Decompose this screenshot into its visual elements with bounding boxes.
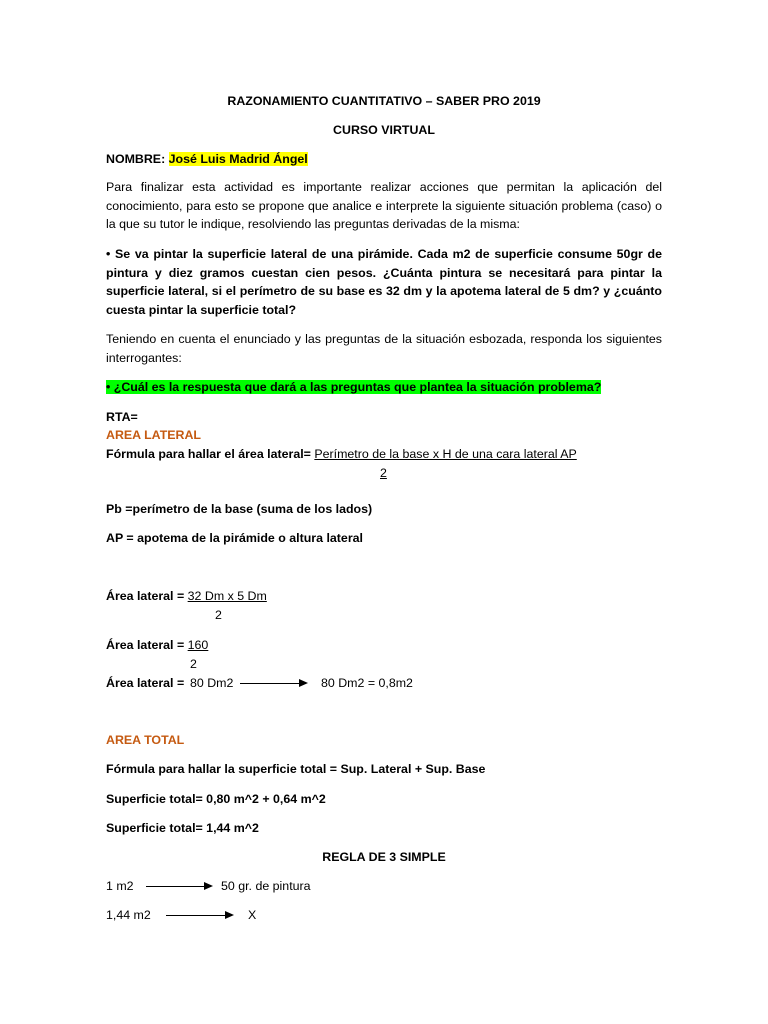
lateral-heading: AREA LATERAL (106, 428, 201, 442)
lateral-formula-prefix: Fórmula para hallar el área lateral= (106, 447, 311, 461)
student-name-line (106, 150, 662, 168)
answer-label: RTA= (106, 410, 138, 424)
step3-value: 80 Dm2 (190, 676, 234, 690)
student-label: NOMBRE: (106, 152, 166, 166)
ap-definition: AP = apotema de la pirámide o altura lateral (106, 531, 363, 545)
intro-paragraph: Para finalizar esta actividad es importante realizar acciones que permitan la aplicación del conocimiento, para esto se propone que analice e interprete la siguiente situación problema (caso) o la que su tutor le indique, resolviendo las preguntas derivadas de la misma: (106, 180, 662, 231)
step1-denominator: 2 (215, 608, 222, 622)
rule-row1-right: 50 gr. de pintura (221, 879, 311, 893)
step3-result: 80 Dm2 = 0,8m2 (321, 676, 413, 690)
step2-numerator: 160 (187, 638, 209, 652)
rule-row2-left: 1,44 m2 (106, 908, 151, 922)
step2-label: Área lateral = (106, 638, 185, 652)
rule-row1-left: 1 m2 (106, 879, 134, 893)
rule-row2-arrow-icon (166, 915, 232, 916)
step3-label: Área lateral = (106, 676, 185, 690)
lateral-formula-denominator: 2 (380, 466, 387, 480)
total-sum: Superficie total= 0,80 m^2 + 0,64 m^2 (106, 792, 326, 806)
instruction-paragraph: Teniendo en cuenta el enunciado y las preguntas de la situación esbozada, responda los siguientes interrogantes: (106, 332, 662, 365)
step3-arrow-icon (240, 683, 306, 684)
document-title: RAZONAMIENTO CUANTITATIVO – SABER PRO 2019 (227, 94, 541, 108)
step1-numerator: 32 Dm x 5 Dm (187, 589, 267, 603)
rule-row2-right: X (248, 908, 257, 922)
total-formula: Fórmula para hallar la superficie total = Sup. Lateral + Sup. Base (106, 762, 486, 776)
rule-heading: REGLA DE 3 SIMPLE (322, 850, 446, 864)
lateral-formula (106, 445, 662, 463)
student-name: José Luis Madrid Ángel (168, 152, 308, 166)
pb-definition: Pb =perímetro de la base (suma de los lados) (106, 502, 373, 516)
total-result: Superficie total= 1,44 m^2 (106, 821, 259, 835)
lateral-formula-numerator: Perímetro de la base x H de una cara lateral AP (314, 447, 577, 461)
rule-row1-arrow-icon (146, 886, 211, 887)
problem-paragraph: • Se va pintar la superficie lateral de una pirámide. Cada m2 de superficie consume 50gr de pintura y diez gramos cuestan cien pesos. ¿Cuánta pintura se necesitará para pintar la superficie lateral, si el perímetro de su base es 32 dm y la apotema lateral de 5 dm? y ¿cuánto cuesta pintar la superficie total? (106, 247, 662, 317)
step1-label: Área lateral = (106, 589, 185, 603)
question-text: • ¿Cuál es la respuesta que dará a las preguntas que plantea la situación problema? (106, 380, 602, 394)
lateral-step-1 (106, 587, 662, 605)
lateral-step-2 (106, 636, 662, 654)
total-heading: AREA TOTAL (106, 733, 185, 747)
document-subtitle: CURSO VIRTUAL (333, 123, 435, 137)
question-line (106, 378, 662, 396)
step2-denominator: 2 (190, 657, 197, 671)
